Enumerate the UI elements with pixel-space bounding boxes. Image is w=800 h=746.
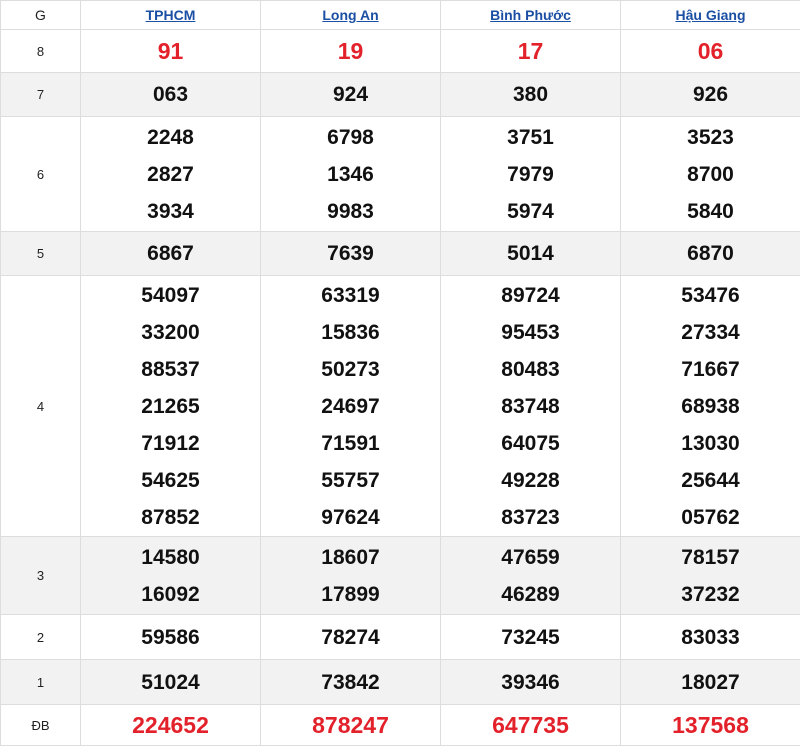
result-number: 27334 — [621, 314, 800, 351]
result-number: 51024 — [81, 664, 260, 701]
result-number: 83748 — [441, 388, 620, 425]
result-cell — [621, 660, 800, 705]
result-number: 1346 — [261, 156, 440, 193]
result-number: 24697 — [261, 388, 440, 425]
special-result-number: 647735 — [441, 707, 620, 744]
result-number: 89724 — [441, 277, 620, 314]
result-cell — [261, 73, 441, 117]
result-number: 73245 — [441, 619, 620, 656]
result-number: 95453 — [441, 314, 620, 351]
result-number: 5974 — [441, 193, 620, 230]
result-number: 2248 — [81, 119, 260, 156]
result-number: 80483 — [441, 351, 620, 388]
result-cell — [81, 276, 261, 537]
result-number: 7979 — [441, 156, 620, 193]
prize-label: ĐB — [1, 705, 81, 746]
result-number: 7639 — [261, 235, 440, 272]
special-result-number: 878247 — [261, 707, 440, 744]
prize-label: 8 — [1, 30, 81, 73]
result-cell — [621, 117, 800, 232]
result-cell — [81, 232, 261, 276]
result-cell — [261, 117, 441, 232]
result-number: 14580 — [81, 539, 260, 576]
result-number: 924 — [261, 76, 440, 113]
result-cell — [81, 615, 261, 660]
result-number: 15836 — [261, 314, 440, 351]
result-cell — [441, 537, 621, 615]
prize-row-special — [1, 705, 800, 746]
result-cell — [621, 232, 800, 276]
prize-row-4 — [1, 276, 800, 537]
prize-row-2 — [1, 615, 800, 660]
result-number: 06 — [621, 33, 800, 70]
result-cell — [81, 660, 261, 705]
result-cell — [81, 30, 261, 73]
province-header — [261, 1, 441, 30]
result-number: 3751 — [441, 119, 620, 156]
result-number: 83033 — [621, 619, 800, 656]
prize-column-header: G — [1, 1, 81, 30]
result-number: 37232 — [621, 576, 800, 613]
result-number: 78157 — [621, 539, 800, 576]
table-header-row — [1, 1, 800, 30]
province-link-tphcm[interactable]: TPHCM — [146, 7, 196, 23]
result-cell — [441, 660, 621, 705]
result-number: 380 — [441, 76, 620, 113]
result-number: 47659 — [441, 539, 620, 576]
result-cell — [441, 117, 621, 232]
result-cell — [261, 537, 441, 615]
result-number: 91 — [81, 33, 260, 70]
prize-row-7 — [1, 73, 800, 117]
result-cell — [261, 30, 441, 73]
result-cell — [441, 73, 621, 117]
result-number: 46289 — [441, 576, 620, 613]
prize-label: 3 — [1, 537, 81, 615]
result-number: 18607 — [261, 539, 440, 576]
result-number: 17899 — [261, 576, 440, 613]
result-number: 25644 — [621, 462, 800, 499]
result-number: 49228 — [441, 462, 620, 499]
result-cell — [621, 73, 800, 117]
result-number: 19 — [261, 33, 440, 70]
result-number: 6798 — [261, 119, 440, 156]
prize-label: 1 — [1, 660, 81, 705]
result-number: 54097 — [81, 277, 260, 314]
result-number: 33200 — [81, 314, 260, 351]
prize-row-1 — [1, 660, 800, 705]
result-cell — [261, 660, 441, 705]
result-number: 17 — [441, 33, 620, 70]
special-result-number: 137568 — [621, 707, 800, 744]
prize-label: 7 — [1, 73, 81, 117]
result-number: 59586 — [81, 619, 260, 656]
result-cell — [441, 705, 621, 746]
province-header — [81, 1, 261, 30]
result-number: 71591 — [261, 425, 440, 462]
result-cell — [81, 73, 261, 117]
result-number: 6867 — [81, 235, 260, 272]
result-cell — [621, 276, 800, 537]
result-number: 16092 — [81, 576, 260, 613]
prize-label: 4 — [1, 276, 81, 537]
result-number: 54625 — [81, 462, 260, 499]
province-link-binh-phuoc[interactable]: Bình Phước — [490, 7, 571, 23]
result-cell — [621, 30, 800, 73]
result-cell — [261, 615, 441, 660]
result-number: 71912 — [81, 425, 260, 462]
result-number: 3934 — [81, 193, 260, 230]
result-number: 2827 — [81, 156, 260, 193]
province-header — [621, 1, 800, 30]
result-number: 18027 — [621, 664, 800, 701]
result-number: 063 — [81, 76, 260, 113]
prize-row-5 — [1, 232, 800, 276]
result-number: 5014 — [441, 235, 620, 272]
result-cell — [81, 705, 261, 746]
result-number: 50273 — [261, 351, 440, 388]
province-header — [441, 1, 621, 30]
province-link-hau-giang[interactable]: Hậu Giang — [675, 7, 745, 23]
result-number: 21265 — [81, 388, 260, 425]
prize-label: 5 — [1, 232, 81, 276]
result-number: 78274 — [261, 619, 440, 656]
result-cell — [81, 537, 261, 615]
result-number: 88537 — [81, 351, 260, 388]
result-cell — [261, 232, 441, 276]
result-cell — [621, 705, 800, 746]
result-cell — [261, 705, 441, 746]
result-number: 63319 — [261, 277, 440, 314]
result-number: 73842 — [261, 664, 440, 701]
result-number: 53476 — [621, 277, 800, 314]
result-cell — [441, 232, 621, 276]
result-number: 5840 — [621, 193, 800, 230]
result-number: 05762 — [621, 499, 800, 536]
result-number: 55757 — [261, 462, 440, 499]
result-number: 39346 — [441, 664, 620, 701]
result-number: 8700 — [621, 156, 800, 193]
special-result-number: 224652 — [81, 707, 260, 744]
result-number: 83723 — [441, 499, 620, 536]
prize-row-3 — [1, 537, 800, 615]
result-number: 3523 — [621, 119, 800, 156]
result-cell — [441, 30, 621, 73]
result-cell — [81, 117, 261, 232]
prize-label: 2 — [1, 615, 81, 660]
result-number: 87852 — [81, 499, 260, 536]
result-cell — [441, 276, 621, 537]
result-number: 97624 — [261, 499, 440, 536]
result-cell — [621, 615, 800, 660]
result-number: 13030 — [621, 425, 800, 462]
result-cell — [441, 615, 621, 660]
prize-label: 6 — [1, 117, 81, 232]
prize-row-6 — [1, 117, 800, 232]
result-number: 64075 — [441, 425, 620, 462]
result-number: 71667 — [621, 351, 800, 388]
prize-row-8 — [1, 30, 800, 73]
result-cell — [261, 276, 441, 537]
province-link-long-an[interactable]: Long An — [322, 7, 378, 23]
result-number: 68938 — [621, 388, 800, 425]
result-number: 6870 — [621, 235, 800, 272]
result-cell — [621, 537, 800, 615]
result-number: 9983 — [261, 193, 440, 230]
result-number: 926 — [621, 76, 800, 113]
